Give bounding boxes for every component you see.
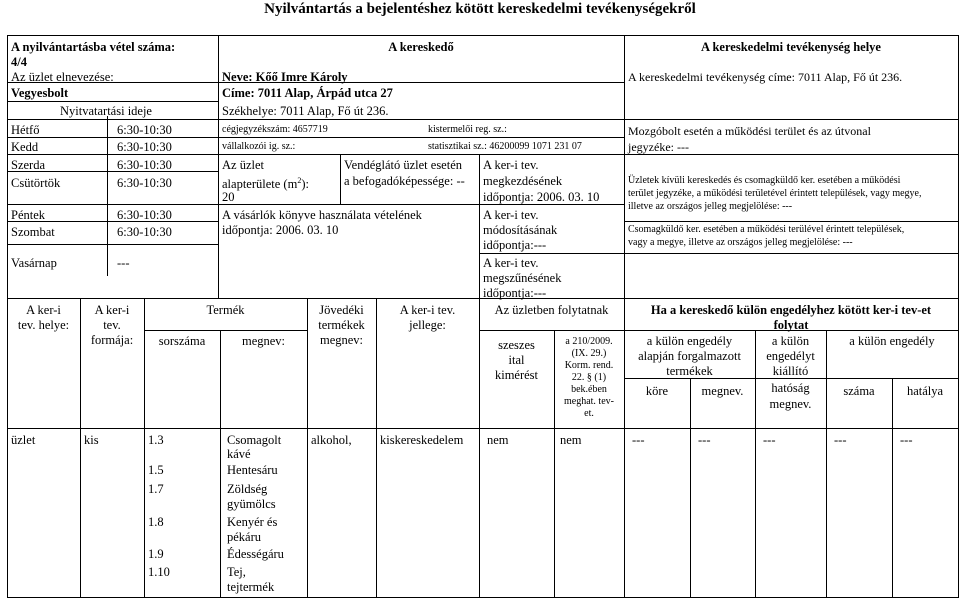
col-divider-day — [107, 116, 108, 276]
trader-address: Címe: 7011 Alap, Árpád utca 27 — [222, 86, 393, 100]
product-num: 1.8 — [148, 515, 164, 529]
company-reg: cégjegyzékszám: 4657719 — [222, 124, 328, 135]
mobile-shop-label: Mozgóbolt esetén a működési terület és az útvonal — [628, 124, 871, 138]
end-date: időpontja:--- — [483, 286, 547, 300]
product-name: Tej, — [227, 565, 246, 579]
reg-number-value: 4/4 — [11, 55, 27, 69]
row-line — [7, 137, 624, 138]
permit-authority-header: megnev. — [769, 397, 812, 411]
shop-name-label: Az üzlet elnevezése: — [11, 70, 114, 84]
col-decree-header: a 210/2009. — [565, 336, 613, 347]
row-line — [218, 204, 479, 205]
col-decree-header: Korm. rend. — [564, 360, 614, 371]
permit-name-header: megnev. — [701, 384, 744, 398]
col-decree-header: (IX. 29.) — [571, 348, 607, 359]
row-line — [7, 154, 624, 155]
permit-products-header: a külön engedély — [646, 334, 733, 348]
col-excise-header: termékek — [318, 318, 365, 332]
product-num: 1.10 — [148, 565, 170, 579]
table-right-border — [958, 35, 959, 597]
page-title: Nyilvántartás a bejelentéshez kötött kereskedelmi tevékenységekről — [264, 1, 696, 17]
product-name: gyümölcs — [227, 497, 276, 511]
table-top-border — [7, 35, 959, 36]
data-form: kis — [84, 433, 99, 447]
col-inshop-header: Az üzletben folytatnak — [494, 303, 609, 317]
trader-header: A kereskedő — [388, 40, 454, 54]
start-date: időpontja: 2006. 03. 10 — [483, 190, 600, 204]
day-time: 6:30-10:30 — [117, 140, 172, 154]
product-num: 1.5 — [148, 463, 164, 477]
area-value: 20 — [222, 190, 235, 204]
permit-products-header: alapján forgalmazott — [638, 349, 741, 363]
col-form-header: formája: — [90, 333, 134, 347]
row-line — [624, 298, 958, 299]
permit-authority-header: engedélyt — [766, 349, 815, 363]
outside-trade: Üzletek kívüli kereskedés és csomagküldő ker. esetében a működési — [628, 175, 901, 186]
start-label: A ker-i tev. — [483, 158, 539, 172]
mail-order: vagy a megye, illetve az országos jelleg megjelölése: --- — [628, 237, 853, 248]
col-nature-header: A ker-i tev. — [399, 303, 456, 317]
day-time: 6:30-10:30 — [117, 225, 172, 239]
col-place-header: tev. helye: — [17, 318, 70, 332]
day-time: --- — [117, 256, 130, 270]
permit-doc-header: a külön engedély — [849, 334, 935, 348]
outside-trade: terület jegyzéke, a működési területével érintett települések, vagy megye, — [628, 188, 922, 199]
modify-label: A ker-i tev. — [483, 208, 539, 222]
data-place: üzlet — [11, 433, 36, 447]
col-seq-header: sorszáma — [158, 334, 206, 348]
col-decree-header: 22. § (1) — [571, 372, 607, 383]
modify-date: időpontja:--- — [483, 238, 547, 252]
row-line — [7, 119, 624, 120]
data-permit-scope: --- — [632, 433, 645, 447]
catering-label: Vendéglátó üzlet esetén — [344, 158, 463, 172]
row-line — [479, 253, 624, 254]
day-label: Kedd — [11, 140, 39, 154]
row-line — [479, 204, 624, 205]
complaint-book-date: időpontja: 2006. 03. 10 — [222, 223, 339, 237]
col-divider — [376, 298, 377, 597]
row-line — [144, 330, 307, 331]
reg-number-label: A nyilvántartásba vétel száma: — [11, 40, 176, 54]
col-decree-header: meghat. tev- — [564, 396, 614, 407]
stat-number: statisztikai sz.: 46200099 1071 231 07 — [428, 141, 582, 152]
complaint-book: A vásárlók könyve használata vételének — [222, 208, 422, 222]
col-decree-header: et. — [584, 408, 594, 419]
col-divider-trader — [218, 35, 219, 299]
permit-header: folytat — [773, 318, 809, 332]
col-divider — [826, 330, 827, 597]
col-form-header: A ker-i — [94, 303, 130, 317]
entrepreneur-id: vállalkozói ig. sz.: — [222, 141, 296, 152]
product-num: 1.3 — [148, 433, 164, 447]
col-spirits-header: kimérést — [494, 368, 539, 382]
data-spirits: nem — [487, 433, 509, 447]
col-spirits-header: ital — [508, 353, 525, 367]
product-name: Édességáru — [227, 547, 284, 561]
row-line — [624, 154, 958, 155]
opening-hours-header: Nyitvatartási ideje — [60, 104, 152, 118]
col-decree-header: bek.ében — [571, 384, 607, 395]
col-divider — [220, 330, 221, 597]
permit-authority-header: hatóság — [771, 381, 810, 395]
activity-address: A kereskedelmi tevékenység címe: 7011 Alap, Fő út 236. — [628, 70, 903, 84]
modify-label: módosításának — [483, 223, 558, 237]
mobile-shop-value: jegyzéke: --- — [628, 140, 689, 154]
row-line — [624, 253, 958, 254]
start-label: megkezdésének — [483, 174, 563, 188]
row-line — [7, 244, 218, 245]
row-line — [7, 428, 958, 429]
day-time: 6:30-10:30 — [117, 208, 172, 222]
col-name-header: megnev: — [241, 334, 286, 348]
product-name: tejtermék — [227, 580, 275, 594]
trader-name: Neve: Kőő Imre Károly — [222, 70, 348, 84]
col-place-header: A ker-i — [26, 303, 61, 317]
activity-header: A kereskedelmi tevékenység helye — [701, 40, 881, 54]
product-name: Csomagolt — [227, 433, 282, 447]
shop-name-value: Vegyesbolt — [11, 86, 69, 100]
day-label: Csütörtök — [11, 176, 61, 190]
data-permit-validity: --- — [900, 433, 913, 447]
trader-seat: Székhelye: 7011 Alap, Fő út 236. — [222, 104, 389, 118]
permit-validity-header: hatálya — [906, 384, 944, 398]
col-divider — [690, 378, 691, 597]
data-nature: kiskereskedelem — [380, 433, 464, 447]
col-spirits-header: szeszes — [498, 338, 535, 352]
area-label: alapterülete $(m^2)$: — [222, 176, 309, 192]
permit-authority-header: a külön — [771, 334, 810, 348]
data-permit-number: --- — [834, 433, 847, 447]
col-divider — [479, 154, 480, 298]
mail-order: Csomagküldő ker. esetében a működési terülével érintett települések, — [628, 224, 905, 235]
end-label: megszűnésének — [483, 271, 562, 285]
area-label: Az üzlet — [222, 158, 264, 172]
day-label: Hétfő — [11, 123, 40, 137]
day-label: Vasárnap — [11, 256, 57, 270]
day-time: 6:30-10:30 — [117, 158, 172, 172]
small-producer-reg: kistermelői reg. sz.: — [428, 124, 507, 135]
product-name: Hentesáru — [227, 463, 278, 477]
data-permit-name: --- — [698, 433, 711, 447]
product-num: 1.9 — [148, 547, 164, 561]
data-permit-authority: --- — [763, 433, 776, 447]
row-line — [624, 378, 958, 379]
row-line — [7, 204, 218, 205]
data-decree: nem — [560, 433, 582, 447]
permit-authority-header: kiállító — [772, 364, 809, 378]
day-time: 6:30-10:30 — [117, 123, 172, 137]
row-line — [7, 101, 218, 102]
col-divider — [340, 154, 341, 204]
day-label: Péntek — [11, 208, 46, 222]
permit-scope-header: köre — [645, 384, 669, 398]
data-excise: alkohol, — [311, 433, 352, 447]
product-name: pékáru — [227, 530, 262, 544]
permit-number-header: száma — [843, 384, 875, 398]
col-excise-header: megnev: — [319, 333, 364, 347]
col-nature-header: jellege: — [409, 318, 446, 332]
outside-trade: illetve az országos jelleg megjelölése: --- — [628, 201, 793, 212]
col-excise-header: Jövedéki — [319, 303, 364, 317]
catering-value: a befogadóképessége: -- — [344, 174, 465, 188]
product-name: Kenyér és — [227, 515, 278, 529]
day-label: Szombat — [11, 225, 55, 239]
row-line — [624, 221, 958, 222]
permit-products-header: termékek — [666, 364, 713, 378]
col-divider — [892, 378, 893, 597]
col-product-header: Termék — [206, 303, 245, 317]
end-label: A ker-i tev. — [483, 256, 539, 270]
product-name: Zöldség — [227, 482, 268, 496]
row-line — [624, 119, 958, 120]
product-name: kávé — [227, 447, 251, 461]
day-label: Szerda — [11, 158, 46, 172]
product-num: 1.7 — [148, 482, 164, 496]
col-form-header: tev. — [103, 318, 121, 332]
day-time: 6:30-10:30 — [117, 176, 172, 190]
permit-header: Ha a kereskedő külön engedélyhez kötött ker-i tev-et — [650, 303, 932, 317]
